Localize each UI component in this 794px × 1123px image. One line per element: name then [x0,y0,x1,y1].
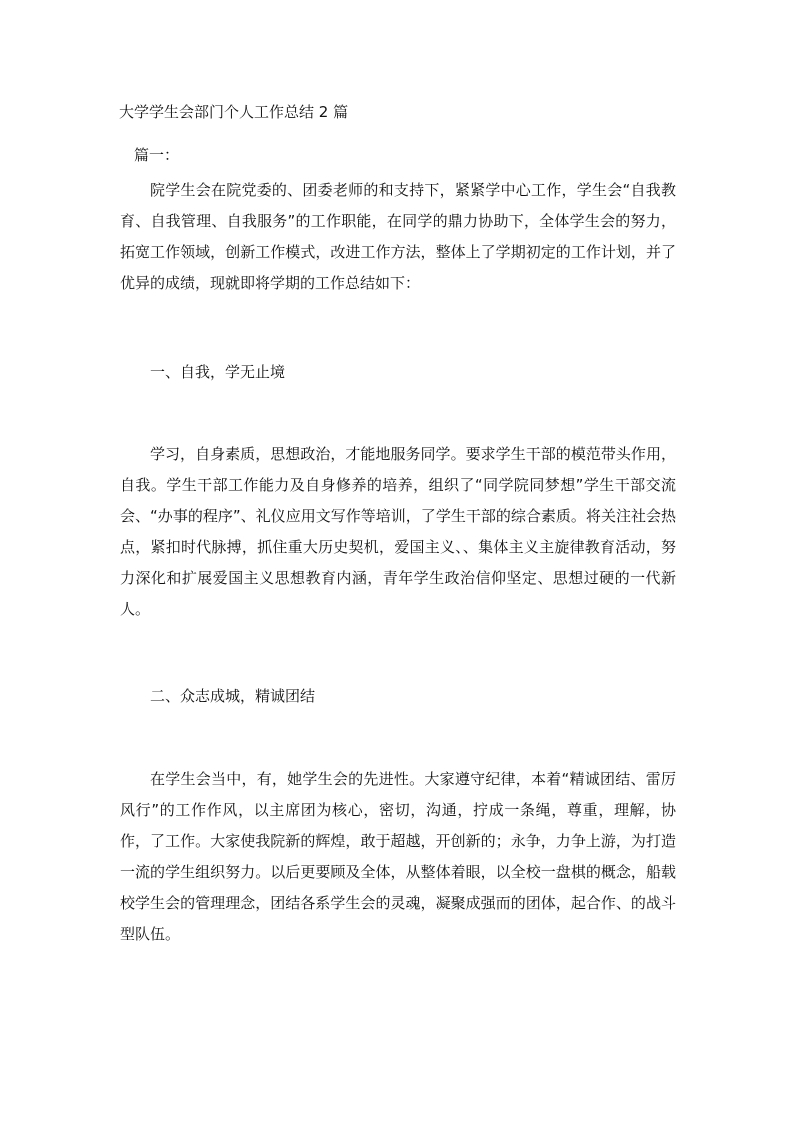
intro-paragraph: 院学生会在院党委的、团委老师的和支持下，紧紧学中心工作，学生会“自我教育、自我管理、自我服务”的工作职能，在同学的鼎力协助下，全体学生会的努力，拓宽工作领域，创新工作模式，改进工作方法，整体上了学期初定的工作计划，并了优异的成绩，现就即将学期的工作总结如下： [120,181,676,292]
section-heading-2: 二、众志成城，精诚团结 [150,687,316,705]
section-heading-1: 一、自我，学无止境 [150,363,286,381]
part-label: 篇一： [134,146,180,164]
section-body-1: 学习，自身素质，思想政治，才能地服务同学。要求学生干部的模范带头作用，自我。学生干部工作能力及自身修养的培养，组织了“同学院同梦想”学生干部交流会、“办事的程序”、礼仪应用文写作等培训，了学生干部的综合素质。将关注社会热点，紧扣时代脉搏，抓住重大历史契机，爱国主义、、集体主义主旋律教育活动，努力深化和扩展爱国主义思想教育内涵，青年学生政治信仰坚定、思想过硬的一代新人。 [120,445,676,618]
section-body-2: 在学生会当中，有，她学生会的先进性。大家遵守纪律，本着“精诚团结、雷厉风行”的工作作风，以主席团为核心，密切，沟通，拧成一条绳，尊重，理解，协作，了工作。大家使我院新的辉煌，敢于超越，开创新的；永争，力争上游，为打造一流的学生组织努力。以后更要顾及全体，从整体着眼，以全校一盘棋的概念，船载校学生会的管理理念，团结各系学生会的灵魂，凝聚成强而的团体，起合作、的战斗型队伍。 [120,770,676,943]
document-title: 大学学生会部门个人工作总结 2 篇 [119,103,349,121]
